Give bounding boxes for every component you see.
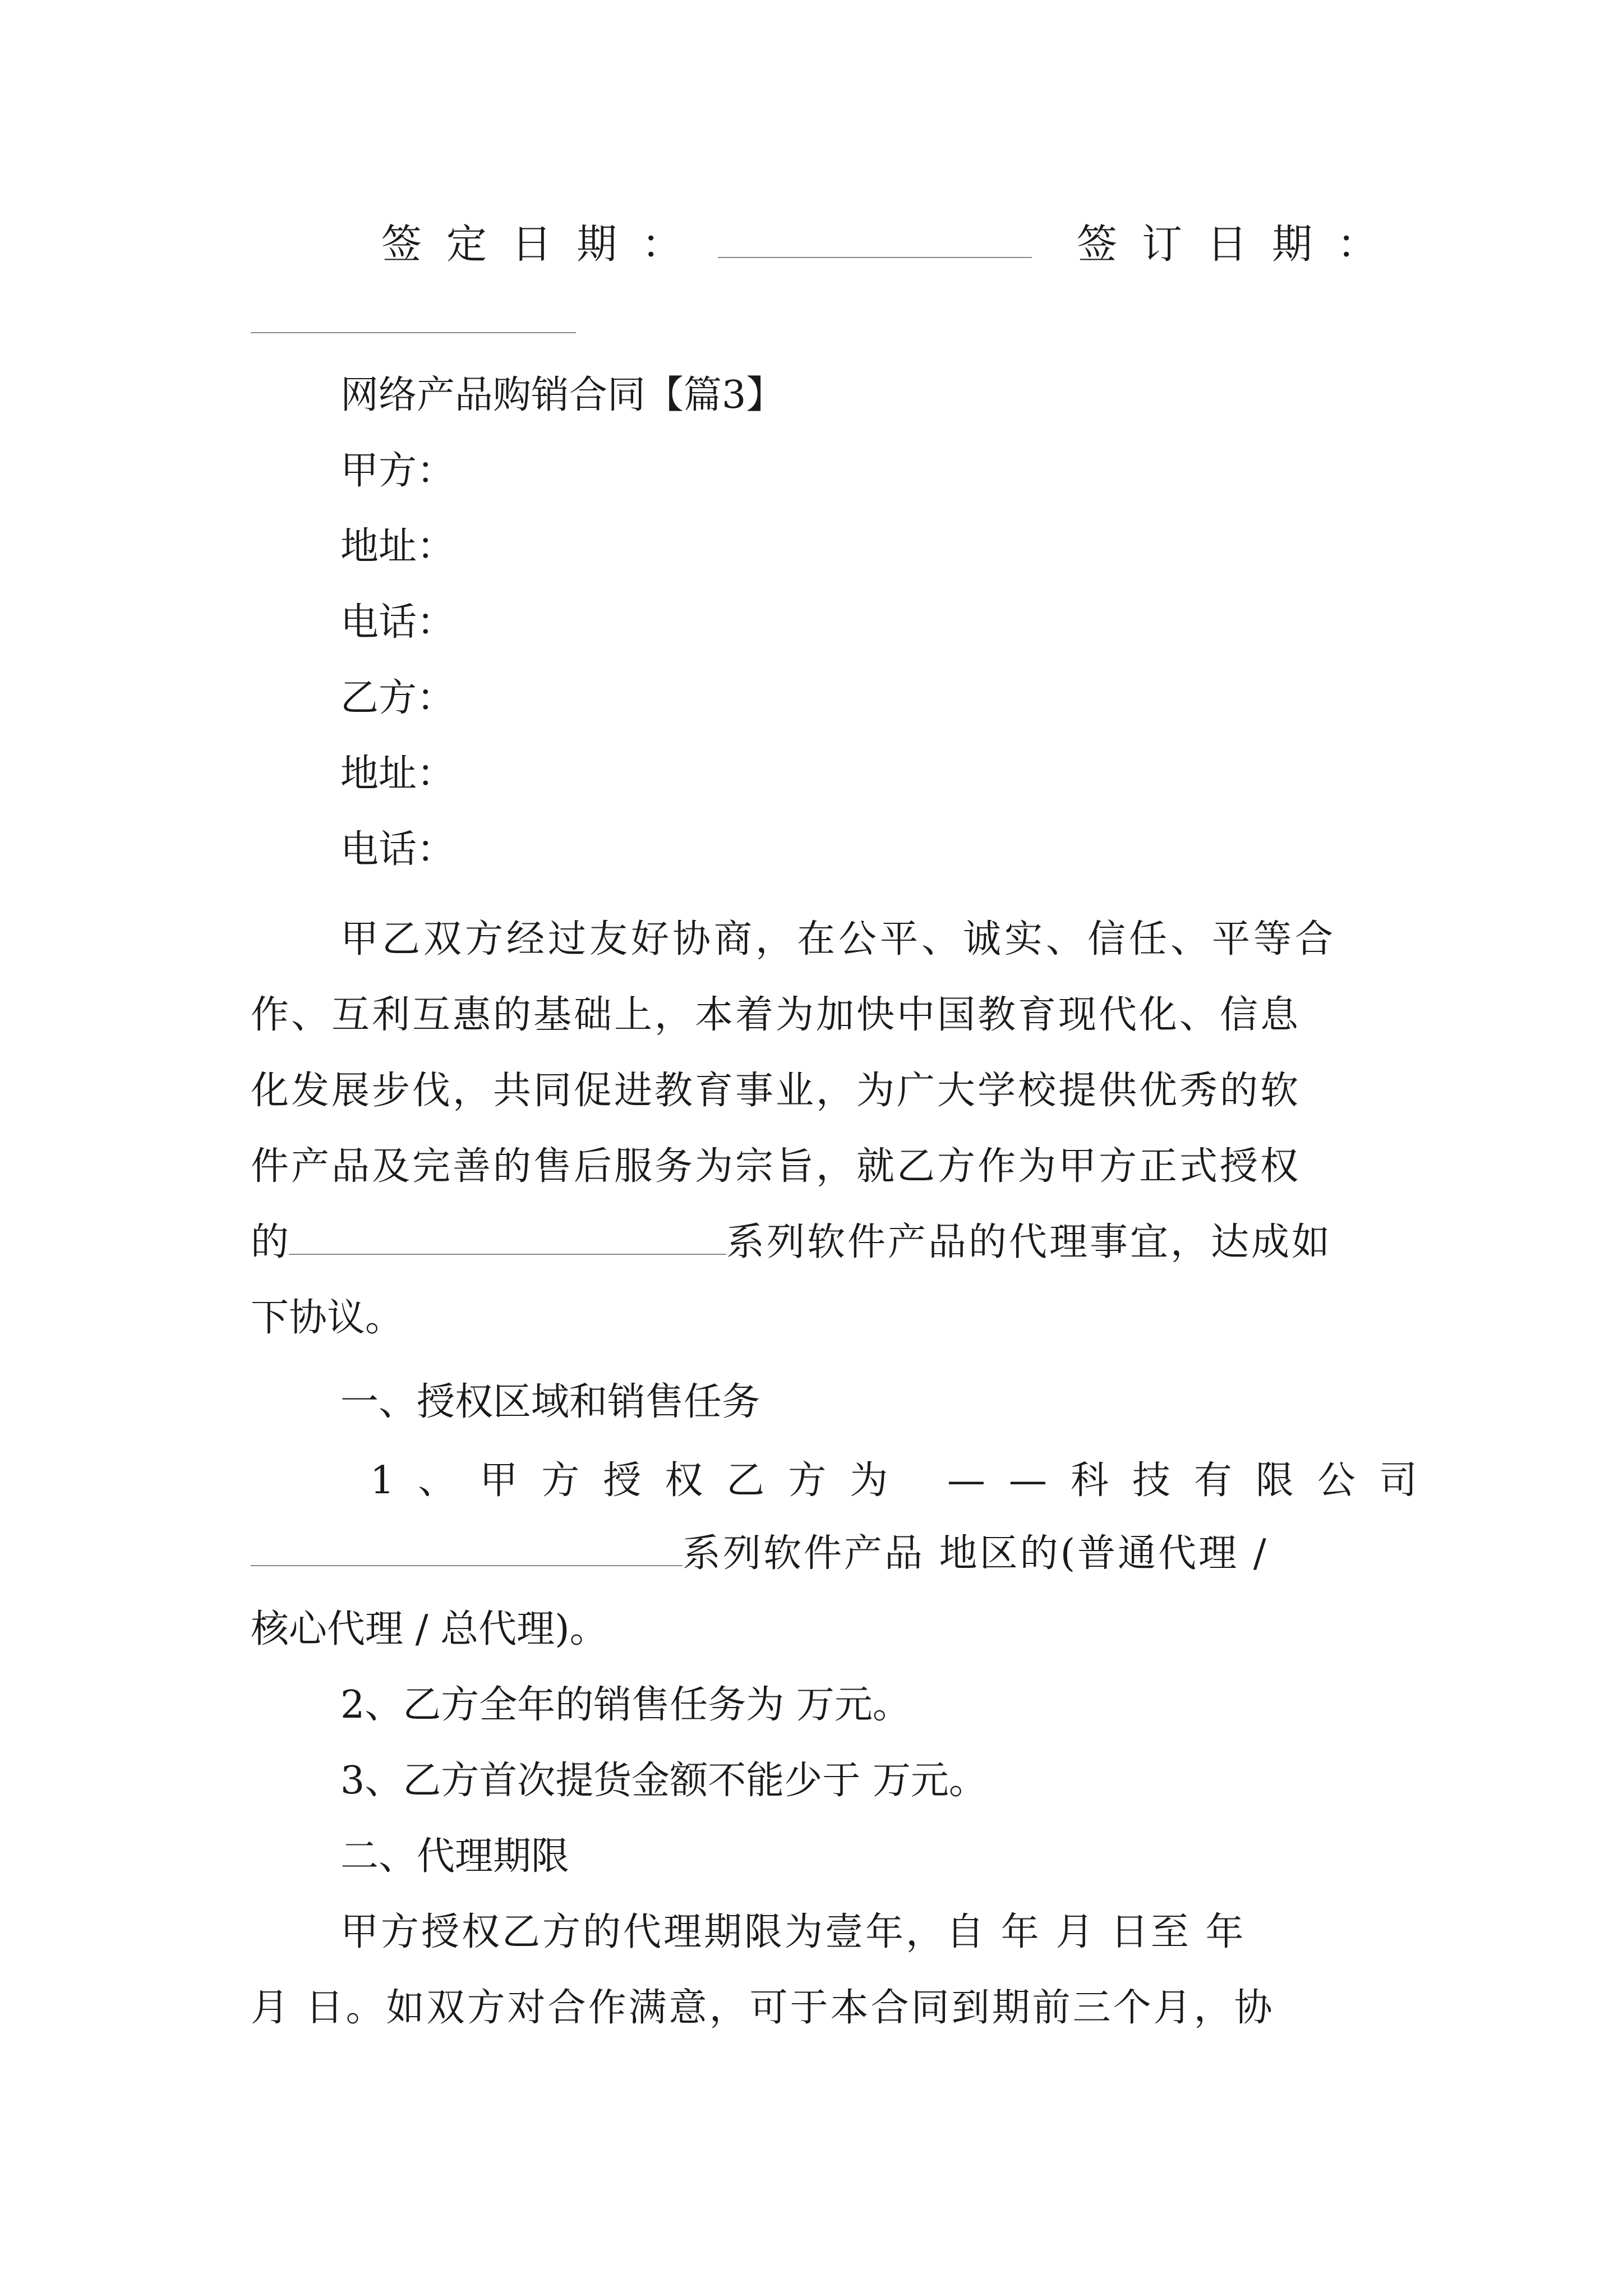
intro-line-4: 件产品及完善的售后服务为宗旨，就乙方作为甲方正式授权 (251, 1144, 1301, 1189)
party-a-phone: 电话： (340, 600, 455, 645)
sign-date-blank (718, 218, 1032, 258)
sign-date2-blank (251, 332, 576, 333)
party-b-phone: 电话： (340, 827, 455, 872)
sign-date-label: 签定日期： (381, 220, 707, 268)
party-b-label: 乙方： (340, 676, 455, 720)
section-1-item-2: 2、乙方全年的销售任务为 万元。 (340, 1683, 911, 1727)
intro-line-6: 下协议。 (251, 1296, 404, 1340)
signature-date-row (381, 213, 1402, 275)
document-title: 网络产品购销合同【篇3】 (340, 373, 785, 417)
section-1-item-3: 3、乙方首次提货金额不能少于 万元。 (340, 1759, 987, 1803)
party-a-label: 甲方： (340, 449, 455, 493)
section-2-line-2: 月 日。如双方对合作满意，可于本合同到期前三个月，协 (251, 1986, 1275, 2030)
party-b-address: 地址： (340, 752, 455, 796)
intro-line-5 (251, 1214, 1395, 1271)
section-1-item-1-line-3: 核心代理 / 总代理)。 (251, 1607, 608, 1651)
party-a-address: 地址： (340, 524, 455, 569)
section-2-line-1: 甲方授权乙方的代理期限为壹年，自 年 月 日至 年 (340, 1910, 1246, 1954)
sign-date2-label: 签订日期： (1076, 220, 1402, 268)
section-2-heading: 二、代理期限 (340, 1834, 570, 1879)
section-1-heading: 一、授权区域和销售任务 (340, 1380, 760, 1424)
section-1-item-1-line-2-text: 系列软件产品 地区的(普通代理 / (683, 1531, 1269, 1576)
product-series-blank (251, 1531, 683, 1566)
intro-text-1: 甲乙双方经过友好协商，在公平、诚实、信任、平等合 (340, 917, 1337, 961)
intro-line-3: 化发展步伐，共同促进教育事业，为广大学校提供优秀的软 (251, 1069, 1301, 1113)
intro-line-1 (340, 912, 1395, 968)
intro-line-5-post: 系列软件产品的代理事宜，达成如 (726, 1220, 1332, 1264)
intro-line-5-pre: 的 (251, 1220, 289, 1264)
section-1-item-1-line-1: 1、甲方授权乙方为 ——科技有限公司 (370, 1458, 1441, 1503)
intro-line-2: 作、互利互惠的基础上，本着为加快中国教育现代化、信息 (251, 993, 1301, 1037)
section-1-item-1-line-2 (251, 1526, 1395, 1582)
product-name-blank (289, 1220, 726, 1255)
